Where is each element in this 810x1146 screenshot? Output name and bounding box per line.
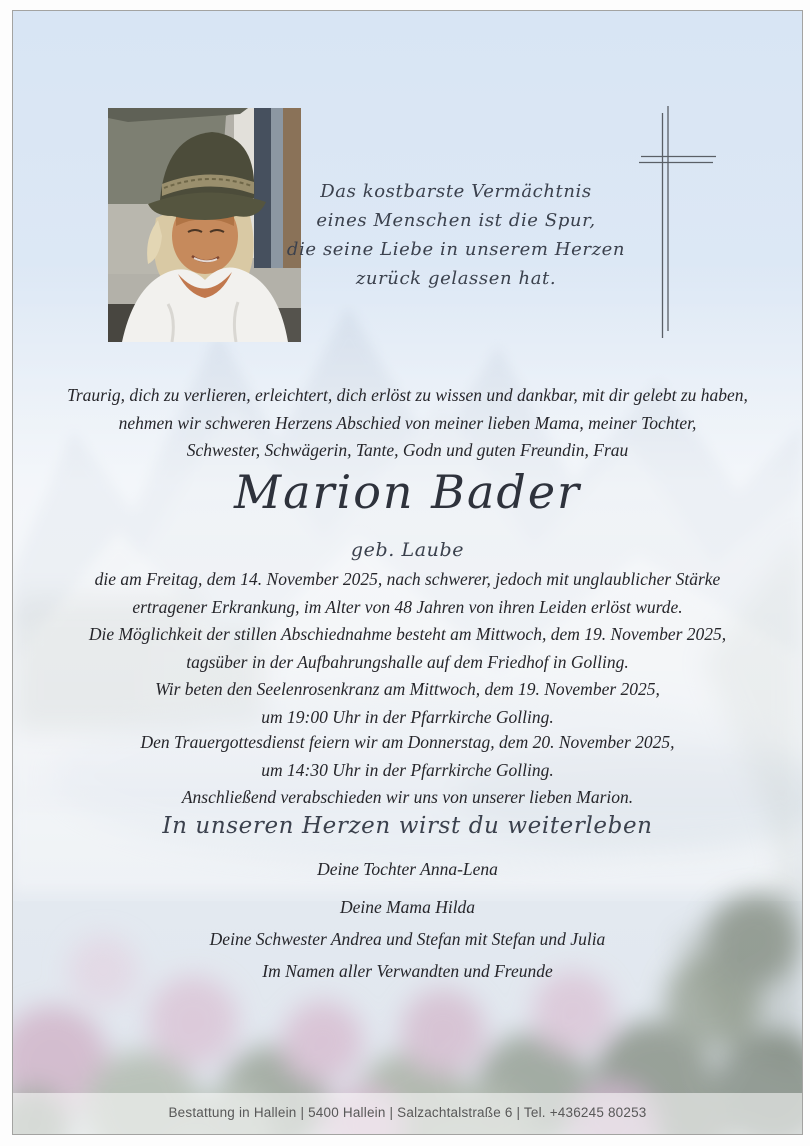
mourner-line: Deine Mama Hilda bbox=[339, 897, 476, 917]
paragraph-line: Den Trauergottesdienst feiern wir am Donnerstag, dem 20. November 2025, bbox=[140, 732, 675, 752]
memorial-quote bbox=[271, 177, 641, 293]
maiden-name: geb. Laube bbox=[350, 539, 465, 561]
quote-line: zurück gelassen hat. bbox=[355, 268, 557, 289]
paragraph-line: Wir beten den Seelenrosenkranz am Mittwoch, dem 19. November 2025, bbox=[155, 679, 660, 699]
quote-line: eines Menschen ist die Spur, bbox=[316, 210, 596, 231]
paragraph-line: Die Möglichkeit der stillen Abschiednahme besteht am Mittwoch, dem 19. November 2025, bbox=[88, 624, 727, 644]
paragraph-line: die am Freitag, dem 14. November 2025, nach schwerer, jedoch mit unglaublicher Stärke bbox=[94, 569, 721, 589]
deceased-name: Marion Bader bbox=[233, 465, 582, 519]
paragraph-line: um 14:30 Uhr in der Pfarrkirche Golling. bbox=[261, 759, 554, 780]
window-frame bbox=[254, 108, 271, 268]
paragraph-line: um 19:00 Uhr in der Pfarrkirche Golling. bbox=[261, 706, 554, 727]
mourner-line: Deine Tochter Anna-Lena bbox=[317, 859, 498, 879]
quote-line: Das kostbarste Vermächtnis bbox=[320, 181, 592, 202]
paragraph-line: Anschließend verabschieden wir uns von unserer lieben Marion. bbox=[181, 787, 634, 807]
farewell-heading: In unseren Herzen wirst du weiterleben bbox=[162, 813, 653, 839]
paragraph-line: ertragener Erkrankung, im Alter von 48 Jahren von ihren Leiden erlöst wurde. bbox=[132, 596, 683, 617]
memorial-card bbox=[12, 10, 803, 1135]
intro-line: nehmen wir schweren Herzens Abschied von meiner lieben Mama, meiner Tochter, bbox=[118, 412, 697, 433]
mourner-line: Im Namen aller Verwandten und Freunde bbox=[262, 961, 553, 981]
viewing-paragraph bbox=[13, 621, 802, 676]
funeral-home-contact: Bestattung in Hallein | 5400 Hallein | Salzachtalstraße 6 | Tel. +436245 80253 bbox=[168, 1105, 647, 1120]
paragraph-line: tagsüber in der Aufbahrungshalle auf dem Friedhof in Golling. bbox=[186, 651, 629, 672]
mourner-line: Deine Schwester Andrea und Stefan mit Stefan und Julia bbox=[209, 929, 606, 949]
intro-line: Traurig, dich zu verlieren, erleichtert, dich erlöst zu wissen und dankbar, mit dir gelebt zu haben, bbox=[67, 385, 748, 405]
rosary-paragraph bbox=[13, 676, 802, 731]
funeral-service-paragraph bbox=[13, 729, 802, 812]
intro-line: Schwester, Schwägerin, Tante, Godn und guten Freundin, Frau bbox=[186, 440, 629, 460]
quote-line: die seine Liebe in unserem Herzen bbox=[286, 239, 626, 260]
death-notice-paragraph bbox=[13, 566, 802, 621]
intro-paragraph bbox=[13, 382, 802, 465]
